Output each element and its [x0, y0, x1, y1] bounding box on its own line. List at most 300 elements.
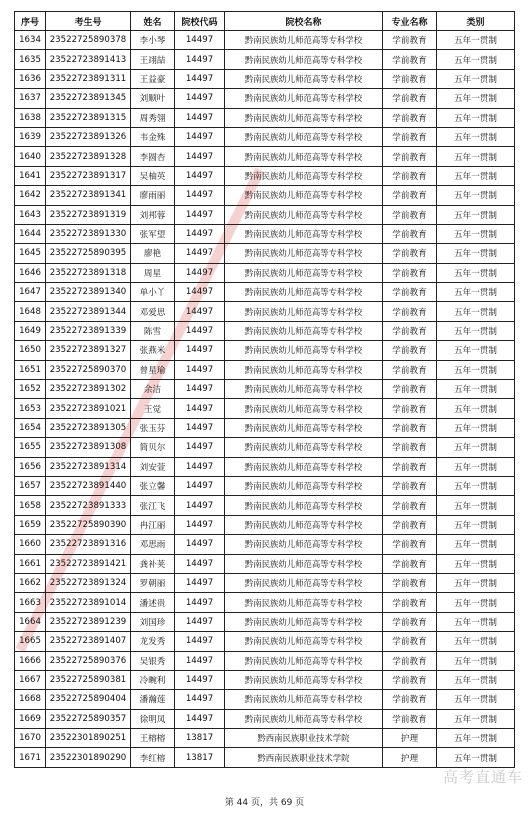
table-cell: 14497 [175, 360, 225, 379]
table-cell: 23522723891014 [46, 593, 131, 612]
table-cell: 学前教育 [383, 205, 437, 224]
table-cell: 黔南民族幼儿师范高等专科学校 [225, 302, 383, 321]
table-cell: 学前教育 [383, 31, 437, 50]
table-cell: 五年一贯制 [437, 263, 515, 282]
table-cell: 学前教育 [383, 399, 437, 418]
table-row [15, 263, 515, 282]
table-cell: 廖雨丽 [131, 186, 175, 205]
table-row [15, 748, 515, 767]
table-cell: 1655 [15, 438, 46, 457]
table-cell: 学前教育 [383, 535, 437, 554]
table-row [15, 321, 515, 340]
table-row [15, 515, 515, 534]
table-cell: 14497 [175, 418, 225, 437]
table-cell: 学前教育 [383, 476, 437, 495]
table-cell: 五年一贯制 [437, 438, 515, 457]
table-row [15, 690, 515, 709]
table-cell: 23522725890390 [46, 515, 131, 534]
table-header-row [15, 12, 515, 31]
table-cell: 五年一贯制 [437, 593, 515, 612]
table-cell: 黔南民族幼儿师范高等专科学校 [225, 186, 383, 205]
table-row [15, 496, 515, 515]
table-cell: 14497 [175, 651, 225, 670]
table-row [15, 651, 515, 670]
table-cell: 学前教育 [383, 515, 437, 534]
table-cell: 23522723891345 [46, 89, 131, 108]
table-cell: 张玉芬 [131, 418, 175, 437]
table-cell: 学前教育 [383, 632, 437, 651]
table-cell: 1657 [15, 476, 46, 495]
table-cell: 14497 [175, 476, 225, 495]
table-cell: 14497 [175, 593, 225, 612]
table-cell: 黔南民族幼儿师范高等专科学校 [225, 166, 383, 185]
table-cell: 吴柚英 [131, 166, 175, 185]
table-cell: 黔南民族幼儿师范高等专科学校 [225, 554, 383, 573]
table-cell: 14497 [175, 670, 225, 689]
table-cell: 学前教育 [383, 166, 437, 185]
table-cell: 王榕榕 [131, 729, 175, 748]
table-cell: 23522301890290 [46, 748, 131, 767]
table-row [15, 670, 515, 689]
table-cell: 陈雪 [131, 321, 175, 340]
page-number: 第 44 页，共 69 页 [224, 798, 305, 808]
table-row [15, 341, 515, 360]
table-cell: 23522723891317 [46, 166, 131, 185]
table-row [15, 476, 515, 495]
table-cell: 14497 [175, 108, 225, 127]
table-cell: 潘瀚莲 [131, 690, 175, 709]
table-cell: 1640 [15, 147, 46, 166]
table-cell: 14497 [175, 283, 225, 302]
table-cell: 五年一贯制 [437, 670, 515, 689]
table-cell: 周星 [131, 263, 175, 282]
table-cell: 14497 [175, 69, 225, 88]
table-row [15, 244, 515, 263]
table-cell: 1645 [15, 244, 46, 263]
table-cell: 14497 [175, 50, 225, 69]
table-cell: 23522725890395 [46, 244, 131, 263]
table-row [15, 535, 515, 554]
table-cell: 黔南民族幼儿师范高等专科学校 [225, 438, 383, 457]
table-cell: 1651 [15, 360, 46, 379]
table-cell: 李小琴 [131, 31, 175, 50]
table-row [15, 89, 515, 108]
table-cell: 23522723891339 [46, 321, 131, 340]
table-cell: 23522723891340 [46, 283, 131, 302]
table-cell: 14497 [175, 205, 225, 224]
table-cell: 13817 [175, 729, 225, 748]
table-cell: 黔南民族幼儿师范高等专科学校 [225, 31, 383, 50]
table-cell: 五年一贯制 [437, 360, 515, 379]
table-cell: 张军望 [131, 224, 175, 243]
admission-table [14, 11, 515, 768]
table-cell: 学前教育 [383, 651, 437, 670]
column-header: 类别 [437, 12, 515, 31]
table-cell: 冉江丽 [131, 515, 175, 534]
table-cell: 23522723891344 [46, 302, 131, 321]
table-cell: 1642 [15, 186, 46, 205]
table-cell: 23522723891407 [46, 632, 131, 651]
table-cell: 23522723891327 [46, 341, 131, 360]
table-cell: 23522723891316 [46, 535, 131, 554]
table-cell: 五年一贯制 [437, 127, 515, 146]
table-row [15, 380, 515, 399]
table-cell: 1668 [15, 690, 46, 709]
table-cell: 23522725890404 [46, 690, 131, 709]
table-cell: 罗朝丽 [131, 573, 175, 592]
table-cell: 1653 [15, 399, 46, 418]
table-cell: 学前教育 [383, 263, 437, 282]
table-cell: 学前教育 [383, 186, 437, 205]
table-cell: 14497 [175, 554, 225, 573]
table-cell: 14497 [175, 321, 225, 340]
table-cell: 23522723891421 [46, 554, 131, 573]
table-row [15, 360, 515, 379]
table-cell: 1638 [15, 108, 46, 127]
table-cell: 五年一贯制 [437, 418, 515, 437]
table-cell: 1659 [15, 515, 46, 534]
table-cell: 1641 [15, 166, 46, 185]
table-cell: 刘安萱 [131, 457, 175, 476]
column-header: 院校名称 [225, 12, 383, 31]
table-cell: 刘国珍 [131, 612, 175, 631]
table-cell: 学前教育 [383, 283, 437, 302]
table-cell: 14497 [175, 573, 225, 592]
column-header: 序号 [15, 12, 46, 31]
table-cell: 1635 [15, 50, 46, 69]
table-cell: 学前教育 [383, 341, 437, 360]
watermark-logo: 高考直通车 [442, 768, 523, 786]
table-cell: 23522723891308 [46, 438, 131, 457]
table-cell: 黔南民族幼儿师范高等专科学校 [225, 89, 383, 108]
table-cell: 14497 [175, 690, 225, 709]
table-cell: 1644 [15, 224, 46, 243]
table-row [15, 50, 515, 69]
table-cell: 五年一贯制 [437, 166, 515, 185]
table-cell: 五年一贯制 [437, 205, 515, 224]
table-cell: 1652 [15, 380, 46, 399]
table-cell: 吴银秀 [131, 651, 175, 670]
table-cell: 刘顺叶 [131, 89, 175, 108]
table-cell: 五年一贯制 [437, 748, 515, 767]
table-cell: 黔西南民族职业技术学院 [225, 729, 383, 748]
table-cell: 黔南民族幼儿师范高等专科学校 [225, 108, 383, 127]
table-cell: 学前教育 [383, 69, 437, 88]
table-cell: 14497 [175, 399, 225, 418]
table-cell: 14497 [175, 612, 225, 631]
table-cell: 14497 [175, 244, 225, 263]
table-cell: 刘邦蓉 [131, 205, 175, 224]
table-cell: 五年一贯制 [437, 651, 515, 670]
table-cell: 学前教育 [383, 612, 437, 631]
table-cell: 23522723891319 [46, 205, 131, 224]
table-cell: 23522723891021 [46, 399, 131, 418]
table-cell: 1658 [15, 496, 46, 515]
table-cell: 李红榕 [131, 748, 175, 767]
table-cell: 王觉 [131, 399, 175, 418]
table-cell: 五年一贯制 [437, 283, 515, 302]
table-cell: 五年一贯制 [437, 302, 515, 321]
table-cell: 五年一贯制 [437, 321, 515, 340]
table-cell: 学前教育 [383, 709, 437, 728]
table-cell: 23522723891328 [46, 147, 131, 166]
table-cell: 五年一贯制 [437, 380, 515, 399]
table-cell: 学前教育 [383, 244, 437, 263]
table-cell: 1660 [15, 535, 46, 554]
table-cell: 1648 [15, 302, 46, 321]
table-cell: 1656 [15, 457, 46, 476]
table-cell: 黔南民族幼儿师范高等专科学校 [225, 457, 383, 476]
table-cell: 学前教育 [383, 670, 437, 689]
table-cell: 学前教育 [383, 360, 437, 379]
table-cell: 23522725890378 [46, 31, 131, 50]
table-cell: 黔南民族幼儿师范高等专科学校 [225, 632, 383, 651]
table-cell: 黔南民族幼儿师范高等专科学校 [225, 205, 383, 224]
table-cell: 学前教育 [383, 321, 437, 340]
table-cell: 护理 [383, 729, 437, 748]
table-cell: 23522723891324 [46, 573, 131, 592]
table-row [15, 709, 515, 728]
table-cell: 五年一贯制 [437, 341, 515, 360]
table-row [15, 108, 515, 127]
table-cell: 学前教育 [383, 302, 437, 321]
table-row [15, 147, 515, 166]
table-cell: 五年一贯制 [437, 690, 515, 709]
table-cell: 五年一贯制 [437, 31, 515, 50]
table-row [15, 224, 515, 243]
table-cell: 14497 [175, 127, 225, 146]
table-cell: 学前教育 [383, 418, 437, 437]
table-cell: 23522301890251 [46, 729, 131, 748]
table-cell: 周秀翎 [131, 108, 175, 127]
table-cell: 23522723891326 [46, 127, 131, 146]
table-cell: 五年一贯制 [437, 729, 515, 748]
table-cell: 王益豪 [131, 69, 175, 88]
table-cell: 黔南民族幼儿师范高等专科学校 [225, 360, 383, 379]
table-cell: 护理 [383, 748, 437, 767]
table-cell: 14497 [175, 31, 225, 50]
table-cell: 23522725890357 [46, 709, 131, 728]
table-cell: 五年一贯制 [437, 515, 515, 534]
table-cell: 五年一贯制 [437, 573, 515, 592]
table-cell: 学前教育 [383, 380, 437, 399]
table-cell: 黔南民族幼儿师范高等专科学校 [225, 69, 383, 88]
table-cell: 龚补荚 [131, 554, 175, 573]
column-header: 院校代码 [175, 12, 225, 31]
table-body [15, 31, 515, 768]
table-cell: 1634 [15, 31, 46, 50]
table-cell: 1639 [15, 127, 46, 146]
table-cell: 1667 [15, 670, 46, 689]
table-cell: 14497 [175, 89, 225, 108]
table-cell: 23522725890376 [46, 651, 131, 670]
table-cell: 14497 [175, 632, 225, 651]
table-row [15, 573, 515, 592]
table-cell: 五年一贯制 [437, 224, 515, 243]
table-cell: 简贝尔 [131, 438, 175, 457]
table-cell: 学前教育 [383, 50, 437, 69]
table-cell: 黔南民族幼儿师范高等专科学校 [225, 244, 383, 263]
table-cell: 黔南民族幼儿师范高等专科学校 [225, 535, 383, 554]
table-cell: 学前教育 [383, 593, 437, 612]
table-cell: 学前教育 [383, 127, 437, 146]
table-row [15, 418, 515, 437]
table-cell: 张燕米 [131, 341, 175, 360]
table-row [15, 302, 515, 321]
column-header: 专业名称 [383, 12, 437, 31]
table-cell: 14497 [175, 224, 225, 243]
table-cell: 五年一贯制 [437, 632, 515, 651]
table-cell: 23522723891330 [46, 224, 131, 243]
table-cell: 黔南民族幼儿师范高等专科学校 [225, 380, 383, 399]
table-cell: 五年一贯制 [437, 89, 515, 108]
table-cell: 14497 [175, 166, 225, 185]
table-row [15, 205, 515, 224]
table-cell: 黔西南民族职业技术学院 [225, 748, 383, 767]
table-cell: 1666 [15, 651, 46, 670]
table-cell: 1663 [15, 593, 46, 612]
table-cell: 14497 [175, 535, 225, 554]
table-cell: 23522723891341 [46, 186, 131, 205]
table-cell: 五年一贯制 [437, 554, 515, 573]
table-cell: 五年一贯制 [437, 108, 515, 127]
table-cell: 五年一贯制 [437, 612, 515, 631]
table-cell: 邓爱思 [131, 302, 175, 321]
column-header: 考生号 [46, 12, 131, 31]
table-cell: 23522723891314 [46, 457, 131, 476]
table-cell: 14497 [175, 263, 225, 282]
table-cell: 学前教育 [383, 690, 437, 709]
table-cell: 1670 [15, 729, 46, 748]
table-cell: 五年一贯制 [437, 457, 515, 476]
table-row [15, 31, 515, 50]
table-cell: 1662 [15, 573, 46, 592]
table-cell: 14497 [175, 147, 225, 166]
table-cell: 23522723891315 [46, 108, 131, 127]
table-cell: 黔南民族幼儿师范高等专科学校 [225, 283, 383, 302]
table-row [15, 612, 515, 631]
table-cell: 23522723891440 [46, 476, 131, 495]
table-cell: 1647 [15, 283, 46, 302]
table-cell: 1669 [15, 709, 46, 728]
table-cell: 黔南民族幼儿师范高等专科学校 [225, 709, 383, 728]
table-cell: 1643 [15, 205, 46, 224]
table-cell: 学前教育 [383, 554, 437, 573]
table-cell: 23522723891302 [46, 380, 131, 399]
table-cell: 23522723891311 [46, 69, 131, 88]
table-row [15, 186, 515, 205]
table-row [15, 632, 515, 651]
table-cell: 23522725890370 [46, 360, 131, 379]
table-cell: 黔南民族幼儿师范高等专科学校 [225, 476, 383, 495]
column-header: 姓名 [131, 12, 175, 31]
table-row [15, 729, 515, 748]
table-cell: 王翊喆 [131, 50, 175, 69]
table-cell: 1654 [15, 418, 46, 437]
table-cell: 1636 [15, 69, 46, 88]
table-row [15, 399, 515, 418]
table-cell: 龙发秀 [131, 632, 175, 651]
table-row [15, 593, 515, 612]
table-cell: 五年一贯制 [437, 147, 515, 166]
table-row [15, 457, 515, 476]
table-row [15, 69, 515, 88]
table-cell: 五年一贯制 [437, 69, 515, 88]
table-cell: 13817 [175, 748, 225, 767]
table-cell: 14497 [175, 341, 225, 360]
table-cell: 张江飞 [131, 496, 175, 515]
table-cell: 黔南民族幼儿师范高等专科学校 [225, 50, 383, 69]
table-cell: 五年一贯制 [437, 186, 515, 205]
table-cell: 黔南民族幼儿师范高等专科学校 [225, 127, 383, 146]
table-cell: 23522723891318 [46, 263, 131, 282]
table-cell: 黔南民族幼儿师范高等专科学校 [225, 321, 383, 340]
table-cell: 黔南民族幼儿师范高等专科学校 [225, 670, 383, 689]
table-cell: 张立馨 [131, 476, 175, 495]
table-cell: 14497 [175, 186, 225, 205]
table-cell: 1637 [15, 89, 46, 108]
table-cell: 五年一贯制 [437, 50, 515, 69]
table-cell: 1665 [15, 632, 46, 651]
table-row [15, 554, 515, 573]
table-cell: 23522723891333 [46, 496, 131, 515]
table-cell: 五年一贯制 [437, 476, 515, 495]
table-cell: 14497 [175, 515, 225, 534]
table-cell: 23522725890381 [46, 670, 131, 689]
table-cell: 1664 [15, 612, 46, 631]
table-cell: 五年一贯制 [437, 496, 515, 515]
table-cell: 1661 [15, 554, 46, 573]
table-cell: 五年一贯制 [437, 244, 515, 263]
table-cell: 1649 [15, 321, 46, 340]
table-cell: 23522723891305 [46, 418, 131, 437]
table-cell: 韦金殊 [131, 127, 175, 146]
table-cell: 五年一贯制 [437, 709, 515, 728]
table-cell: 23522723891413 [46, 50, 131, 69]
table-cell: 14497 [175, 457, 225, 476]
table-cell: 邓思雨 [131, 535, 175, 554]
table-cell: 黔南民族幼儿师范高等专科学校 [225, 593, 383, 612]
table-cell: 黔南民族幼儿师范高等专科学校 [225, 690, 383, 709]
table-cell: 李圆杏 [131, 147, 175, 166]
table-cell: 学前教育 [383, 496, 437, 515]
table-row [15, 438, 515, 457]
table-cell: 14497 [175, 380, 225, 399]
table-cell: 学前教育 [383, 224, 437, 243]
table-cell: 14497 [175, 496, 225, 515]
table-cell: 23522723891239 [46, 612, 131, 631]
table-cell: 黔南民族幼儿师范高等专科学校 [225, 515, 383, 534]
table-cell: 学前教育 [383, 438, 437, 457]
table-cell: 黔南民族幼儿师范高等专科学校 [225, 399, 383, 418]
table-cell: 1671 [15, 748, 46, 767]
table-cell: 黔南民族幼儿师范高等专科学校 [225, 147, 383, 166]
table-cell: 学前教育 [383, 457, 437, 476]
table-cell: 1650 [15, 341, 46, 360]
table-cell: 学前教育 [383, 89, 437, 108]
table-cell: 学前教育 [383, 573, 437, 592]
table-cell: 黔南民族幼儿师范高等专科学校 [225, 612, 383, 631]
table-cell: 徐明凤 [131, 709, 175, 728]
table-cell: 黔南民族幼儿师范高等专科学校 [225, 341, 383, 360]
table-cell: 1646 [15, 263, 46, 282]
table-cell: 余洁 [131, 380, 175, 399]
table-cell: 曾星瑜 [131, 360, 175, 379]
table-cell: 黔南民族幼儿师范高等专科学校 [225, 651, 383, 670]
table-cell: 廖艳 [131, 244, 175, 263]
table-cell: 黔南民族幼儿师范高等专科学校 [225, 573, 383, 592]
table-cell: 14497 [175, 438, 225, 457]
